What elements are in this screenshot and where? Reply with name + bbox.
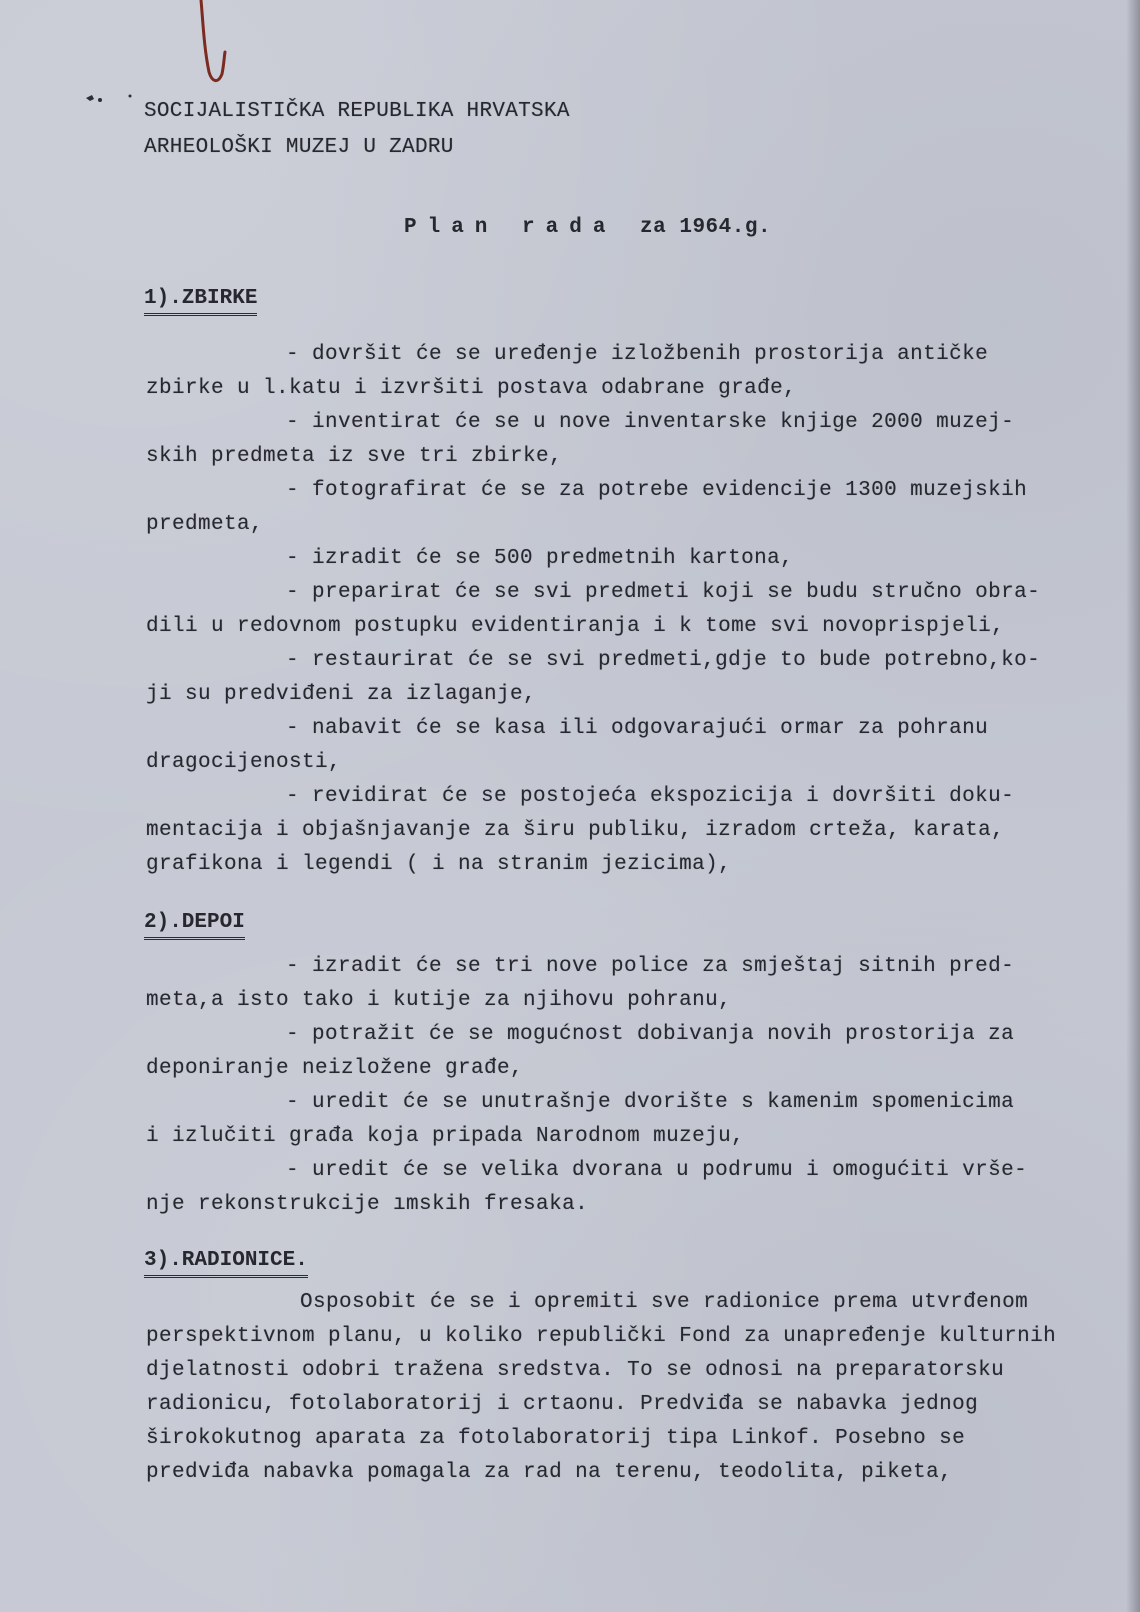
body-line: nje rekonstrukcije ımskih fresaka. [146,1193,589,1216]
body-line: zbirke u l.katu i izvršiti postava odabrane građe, [146,377,797,400]
body-line: dragocijenosti, [146,751,342,774]
section-heading-radionice: 3).RADIONICE. [144,1248,308,1278]
body-line: - potražit će se mogućnost dobivanja novih prostorija za [286,1023,1015,1046]
section-heading-depoi: 2).DEPOI [144,910,245,940]
body-line: - nabavit će se kasa ili odgovarajući ormar za pohranu [286,717,989,740]
body-line: širokokutnog aparata za fotolaboratorij tipa Linkof. Posebno se [146,1427,966,1450]
body-line: - dovršit će se uređenje izložbenih prostorija antičke [286,343,989,366]
body-line: - uredit će se velika dvorana u podrumu i omogućiti vrše- [286,1159,1028,1182]
body-line: grafikona i legendi ( i na stranim jezicima), [146,853,732,876]
body-line: predviđa nabavka pomagala za rad na terenu, teodolita, piketa, [146,1461,953,1484]
body-line: Osposobit će se i opremiti sve radionice prema utvrđenom [300,1291,1029,1314]
body-line: - izradit će se 500 predmetnih kartona, [286,547,794,570]
header-museum-line: ARHEOLOŠKI MUZEJ U ZADRU [144,136,454,159]
body-line: meta,a isto tako i kutije za njihovu pohranu, [146,989,732,1012]
body-line: predmeta, [146,513,264,536]
body-line: - uredit će se unutrašnje dvorište s kamenim spomenicima [286,1091,1015,1114]
body-line: mentacija i objašnjavanje za širu publiku, izradom crteža, karata, [146,819,1005,842]
body-line: ji su predviđeni za izlaganje, [146,683,537,706]
body-line: dili u redovnom postupku evidentiranja i k tome svi novoprispjeli, [146,615,1005,638]
body-line: deponiranje neizložene građe, [146,1057,524,1080]
body-line: - inventirat će se u nove inventarske knjige 2000 muzej- [286,411,1015,434]
handwritten-ink-mark [180,0,240,90]
section-heading-zbirke: 1).ZBIRKE [144,286,257,316]
body-line: perspektivnom planu, u koliko republički Fond za unapređenje kulturnih [146,1325,1057,1348]
header-republic-line: SOCIJALISTIČKA REPUBLIKA HRVATSKA [144,100,570,123]
body-line: - preparirat će se svi predmeti koji se budu stručno obra- [286,581,1041,604]
ink-speck-mark [82,88,142,108]
body-line: radionicu, fotolaboratorij i crtaonu. Predviđa se nabavka jednog [146,1393,979,1416]
body-line: skih predmeta iz sve tri zbirke, [146,445,563,468]
body-line: - restaurirat će se svi predmeti,gdje to bude potrebno,ko- [286,649,1041,672]
body-line: i izlučiti građa koja pripada Narodnom muzeju, [146,1125,745,1148]
body-line: - fotografirat će se za potrebe evidencije 1300 muzejskih [286,479,1028,502]
body-line: - revidirat će se postojeća ekspozicija i dovršiti doku- [286,785,1015,808]
body-line: - izradit će se tri nove police za smještaj sitnih pred- [286,955,1015,978]
title-year: za 1964.g. [640,216,772,239]
body-line: djelatnosti odobri tražena sredstva. To se odnosi na preparatorsku [146,1359,1005,1382]
title-text: Plan rada [404,216,617,239]
document-title [404,216,771,239]
scan-edge-shadow [1126,0,1140,1612]
